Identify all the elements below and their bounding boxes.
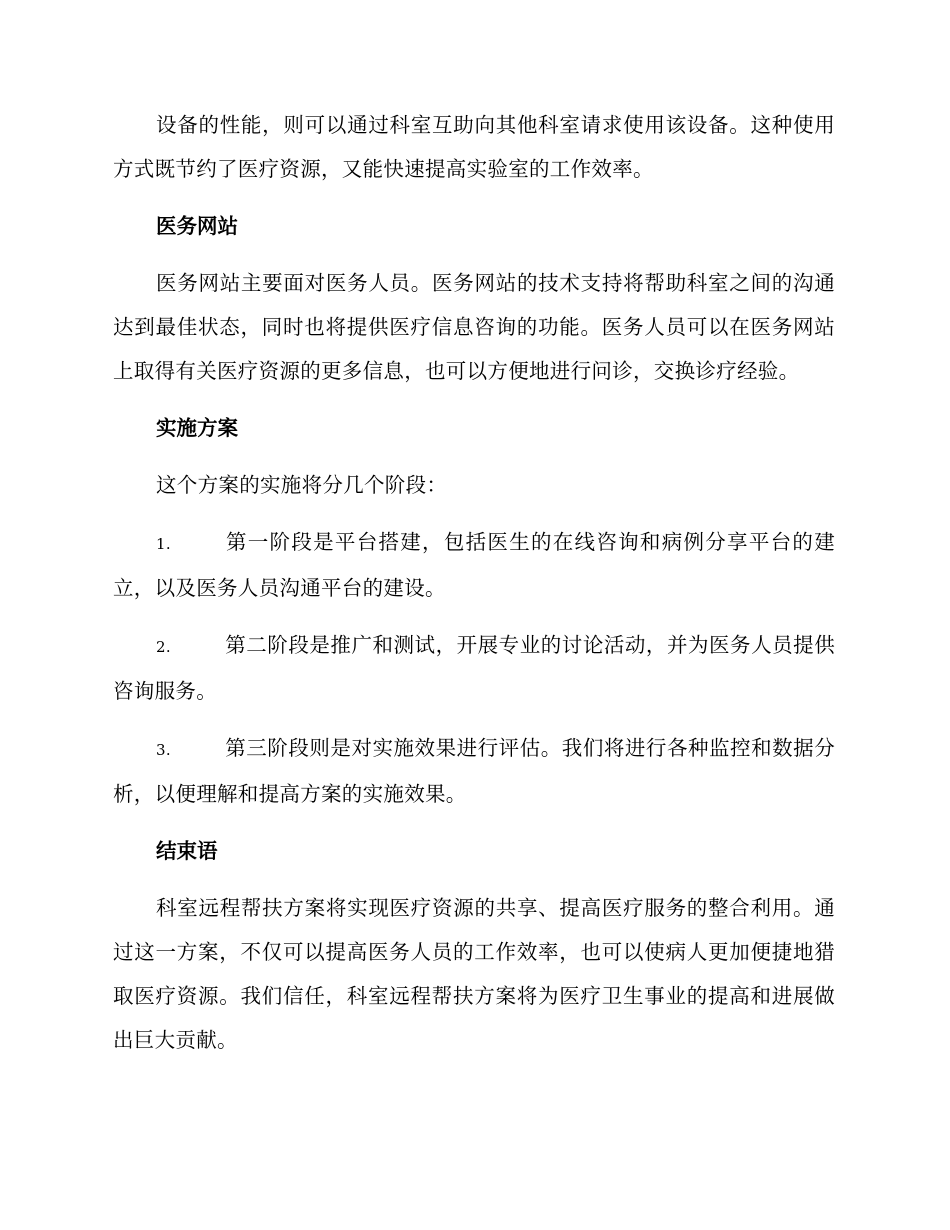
- conclusion-paragraph: 科室远程帮扶方案将实现医疗资源的共享、提高医疗服务的整合利用。通过这一方案，不仅可以提高医务人员的工作效率，也可以使病人更加便捷地猎取医疗资源。我们信任，科室远程帮扶方案将为医疗卫生事业的提高和进展做出巨大贡献。: [113, 896, 835, 1052]
- plan-list-item: [113, 520, 835, 610]
- website-section-paragraph: 医务网站主要面对医务人员。医务网站的技术支持将帮助科室之间的沟通达到最佳状态，同时也将提供医疗信息咨询的功能。医务人员可以在医务网站上取得有关医疗资源的更多信息，也可以方便地进行问诊，交换诊疗经验。: [113, 271, 835, 383]
- intro-continuation-paragraph: 设备的性能，则可以通过科室互助向其他科室请求使用该设备。这种使用方式既节约了医疗资源，又能快速提高实验室的工作效率。: [113, 113, 835, 181]
- list-item-text: 第一阶段是平台搭建，包括医生的在线咨询和病例分享平台的建立，以及医务人员沟通平台的建设。: [113, 530, 835, 600]
- plan-list-item: [113, 726, 835, 816]
- list-number: 2.: [156, 638, 171, 656]
- plan-intro-paragraph: 这个方案的实施将分几个阶段：: [156, 473, 448, 497]
- plan-section-heading: 实施方案: [156, 416, 238, 440]
- conclusion-section-heading: 结束语: [156, 839, 218, 863]
- list-number: 3.: [156, 741, 171, 759]
- plan-list-item: [113, 623, 835, 713]
- list-item-text: 第二阶段是推广和测试，开展专业的讨论活动，并为医务人员提供咨询服务。: [113, 633, 835, 703]
- list-number: 1.: [156, 535, 171, 553]
- list-item-text: 第三阶段则是对实施效果进行评估。我们将进行各种监控和数据分析，以便理解和提高方案的实施效果。: [113, 736, 835, 806]
- website-section-heading: 医务网站: [156, 214, 238, 238]
- document-page: [113, 103, 835, 1062]
